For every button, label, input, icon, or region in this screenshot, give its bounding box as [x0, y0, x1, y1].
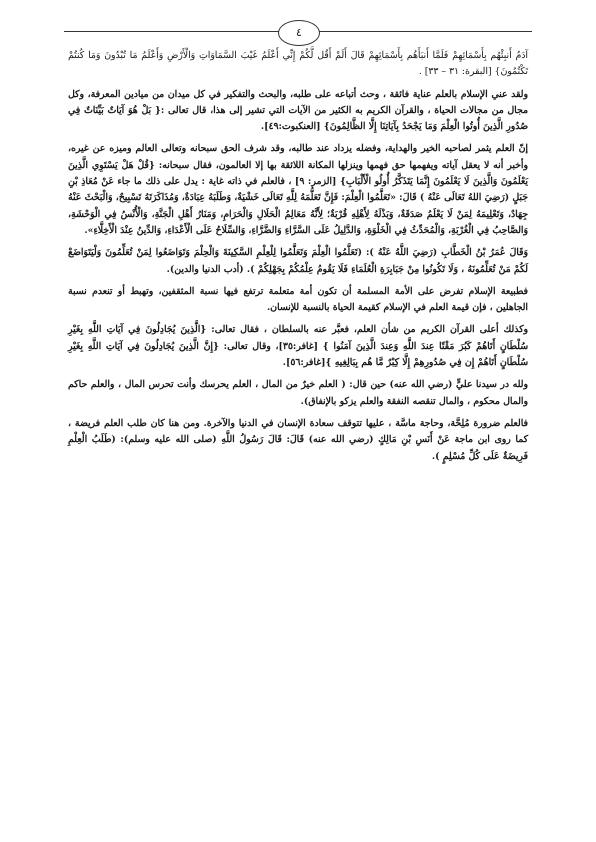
paragraph-islam-knowledge: ولقد عني الإسلام بالعلم عناية فائقة ، وحث أتباعه على طلبه، والبحث والتفكير في كل ميدان من ميادين المعرفة، وكل مجال من مجالات الحياة ، والقرآن الكريم به الكثير من الآيات التي تشير إلى هذا، قال تعالى :{ بَلْ هُوَ آيَاتٌ بَيِّنَاتٌ فِي صُدُورِ الَّذِينَ أُوتُوا الْعِلْمَ وَمَا يَجْحَدُ بِآيَاتِنَا إِلَّا الظَّالِمُونَ} [العنكبوت:٤٩]. [68, 88, 528, 133]
paragraph-quran-adam: آدَمُ أَنبِئْهُم بِأَسْمَائِهِمْ فَلَمَّا أَنبَأَهُم بِأَسْمَائِهِمْ قَالَ أَلَمْ أَقُل لَّكُمْ إِنِّي أَعْلَمُ غَيْبَ السَّمَاوَاتِ وَالْأَرْضِ وَأَعْلَمُ مَا تُبْدُونَ وَمَا كُنتُمْ تَكْتُمُونَ} [البقرة: ٣١ – ٣٣] . [68, 50, 528, 78]
page-body [68, 48, 528, 802]
paragraph-nature-of-islam: فطبيعة الإسلام تفرض على الأمة المسلمة أن تكون أمة متعلمة ترتفع فيها نسبة المثقفين، وتهبط أو تنعدم نسبة الجاهلين ، فإن قيمة العلم في الإسلام كقيمة الحياة بالنسبة للإنسان. [68, 285, 528, 314]
paragraph-obligation: فالعلم ضرورة مُلِحَّة، وحاجة ماسَّة ، عليها تتوقف سعادة الإنسان في الدنيا والآخرة. ومن هنا كان طلب العلم فريضة ، كما روى ابن ماجة عَنْ أَنَسِ بْنِ مَالِكٍ (رضي الله عنه) قَالَ: قَالَ رَسُولُ اللَّهِ (صلى الله عليه وسلم): (طَلَبُ الْعِلْمِ فَرِيضَةٌ عَلَى كُلِّ مُسْلِمٍ ). [68, 417, 528, 462]
paragraph-ali-quote: ولله در سيدنا عليٍّ (رضي الله عنه) حين قال: ( العلم خيرٌ من المال ، العلم يحرسك وأنت تحرس المال ، والعلم حاكم والمال محكوم ، والمال تنقصه النفقة والعلم يزكو بالإنفاق). [68, 379, 528, 407]
paragraph-sultan: وكذلك أعلى القرآن الكريم من شأن العلم، فعبَّر عنه بالسلطان ، فقال تعالى: {الَّذِينَ يُجَادِلُونَ فِي آيَاتِ اللَّهِ بِغَيْرِ سُلْطَانٍ أَتَاهُمْ كَبُرَ مَقْتًا عِندَ اللَّهِ وَعِندَ الَّذِينَ آمَنُوا } [غافر:٣٥]، وقال تعالى: {إِنَّ الَّذِينَ يُجَادِلُونَ فِي آيَاتِ اللَّهِ بِغَيْرِ سُلْطَانٍ أَتَاهُمْ إِن فِي صُدُورِهِمْ إِلَّا كِبْرٌ مَّا هُم بِبَالِغِيهِ }[غافر:٥٦]. [68, 324, 528, 369]
page-number: ٤ [278, 20, 320, 46]
paragraph-knowledge-fruits: إنّ العلم يثمر لصاحبه الخير والهداية، وفضله يزداد عند طالبه، وقد شرف الحق سبحانه وتعالى العالم وميزه عن غيره، وأخبر أنه لا يعقل آياته ويفهمها حق فهمها وينزلها المكانة اللائقة بها إلا العالمون، فقال سبحانه: {قُلْ هَلْ يَسْتَوِي الَّذِينَ يَعْلَمُونَ وَالَّذِينَ لَا يَعْلَمُونَ إِنَّمَا يَتَذَكَّرُ أُولُو الْأَلْبَابِ} [الزمر: ٩] ، فالعلم في ذاته غاية : يدل على ذلك ما جاء عَنْ مُعَاذِ بْنِ جَبَلٍ (رَضِيَ اللهُ تَعَالَى عَنْهُ ) قَالَ: «تَعَلَّمُوا الْعِلْمَ: فَإِنَّ تَعَلُّمَهُ لِلَّهِ تَعَالَى خَشْيَةٌ، وَطَلَبَهُ عِبَادَةٌ، وَمُذَاكَرَتَهُ تَسْبِيحٌ، وَالْبَحْثَ عَنْهُ جِهَادٌ، وَتَعْلِيمَهُ لِمَنْ لَا يَعْلَمُ صَدَقَةٌ، وَبَذْلَهُ لِأَهْلِهِ قُرْبَةٌ؛ لِأَنَّهُ مَعَالِمُ الْحَلَالِ وَالْحَرَامِ، وَمَنَارُ أَهْلِ الْجَنَّةِ، وَالْأُنْسُ فِي الْوَحْشَةِ، وَالصَّاحِبُ فِي الْغُرْبَةِ، وَالْمُحَدِّثُ فِي الْخَلْوَةِ، وَالدَّلِيلُ عَلَى السَّرَّاءِ وَالضَّرَّاءِ، وَالسِّلَاحُ عَلَى الْأَعْدَاءِ، وَالدِّينُ عِنْدَ الْأَخِلَّاءِ». [68, 143, 529, 236]
paragraph-umar-quote: وَقَالَ عُمَرُ بْنُ الْخَطَّابِ (رَضِيَ اللَّهُ عَنْهُ ): (تَعَلَّمُوا الْعِلْمَ وَتَعَلَّمُوا لِلْعِلْمِ السَّكِينَةَ وَالْحِلْمَ وَتَوَاضَعُوا لِمَنْ تُعَلِّمُونَ وَلْيَتَوَاضَعْ لَكُمْ مَنْ تُعَلِّمُونَهُ ، وَلَا تَكُونُوا مِنْ جَبَابِرَةِ الْعُلَمَاءِ فَلَا يَقُومُ عِلْمُكُمْ بِجَهْلِكُمْ ). (أدب الدنيا والدين). [68, 247, 528, 275]
